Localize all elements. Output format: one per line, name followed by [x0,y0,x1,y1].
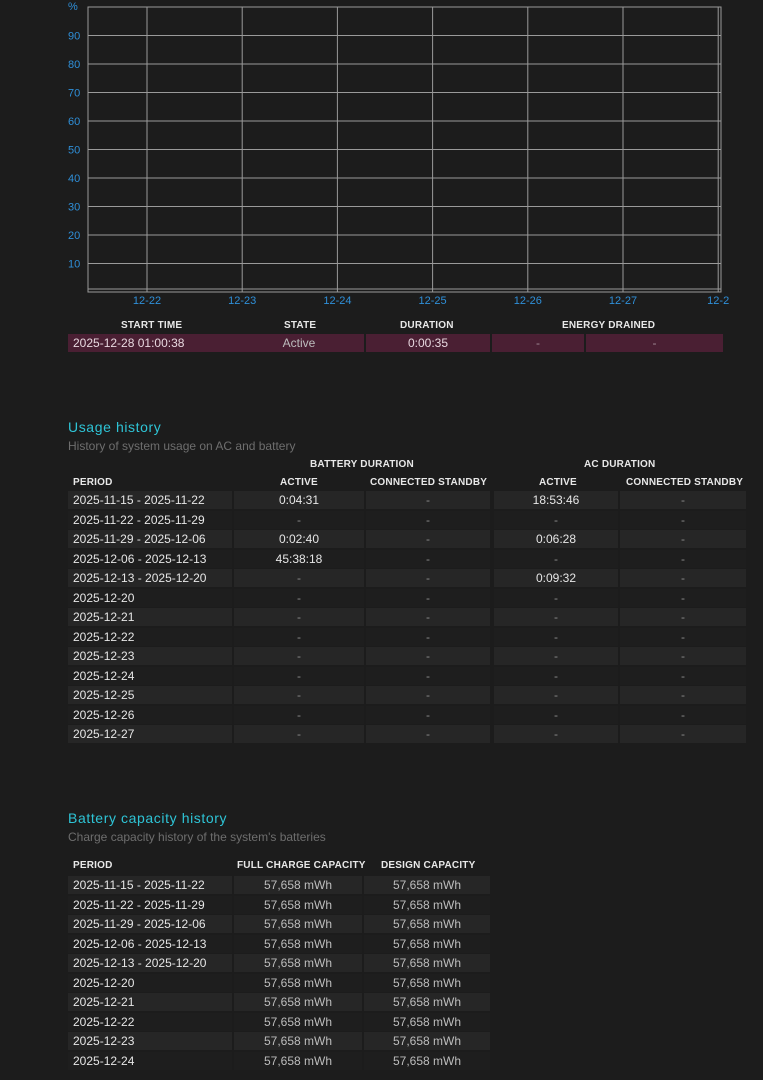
usage-battery-active: - [234,608,364,626]
capacity-full-charge: 57,658 mWh [234,896,362,914]
session-energy-b: - [586,334,723,352]
capacity-period: 2025-12-21 [68,993,232,1011]
usage-period: 2025-12-26 [68,706,232,724]
chart-y-tick-label: 90 [68,30,81,43]
usage-battery-standby: - [366,628,490,646]
usage-group-ac: AC DURATION [584,459,656,470]
usage-ac-active: 0:09:32 [494,569,618,587]
table-row [68,647,748,666]
capacity-history-title: Battery capacity history [68,810,228,826]
usage-period: 2025-12-21 [68,608,232,626]
session-state: Active [234,334,364,352]
usage-ac-active: 18:53:46 [494,491,618,509]
capacity-history-subtitle: Charge capacity history of the system's batteries [68,830,326,844]
usage-battery-standby: - [366,647,490,665]
chart-y-tick-label: 10 [68,258,81,271]
usage-ac-standby: - [620,706,746,724]
chart-x-tick-label: 12-2 [707,295,730,307]
usage-battery-active: - [234,628,364,646]
usage-battery-standby: - [366,530,490,548]
usage-battery-active: - [234,667,364,685]
usage-ac-active: - [494,511,618,529]
chart-y-tick-label: 50 [68,144,81,157]
usage-ac-active: - [494,667,618,685]
usage-battery-standby: - [366,725,490,743]
usage-period: 2025-12-25 [68,686,232,704]
usage-ac-active: - [494,647,618,665]
table-row [68,667,748,686]
session-row [68,334,728,353]
usage-col-battery-standby: CONNECTED STANDBY [370,477,488,488]
capacity-period: 2025-11-29 - 2025-12-06 [68,915,232,933]
capacity-period: 2025-12-22 [68,1013,232,1031]
table-row [68,608,748,627]
chart-x-tick-label: 12-24 [323,295,352,307]
table-row [68,491,748,510]
usage-battery-standby: - [366,569,490,587]
capacity-design: 57,658 mWh [364,974,490,992]
usage-period: 2025-12-27 [68,725,232,743]
table-row [68,1032,493,1051]
usage-ac-active: - [494,686,618,704]
usage-ac-standby: - [620,491,746,509]
usage-ac-active: - [494,628,618,646]
capacity-design: 57,658 mWh [364,896,490,914]
usage-battery-standby: - [366,491,490,509]
usage-ac-standby: - [620,589,746,607]
usage-ac-standby: - [620,667,746,685]
capacity-full-charge: 57,658 mWh [234,915,362,933]
capacity-design: 57,658 mWh [364,954,490,972]
table-row [68,993,493,1012]
usage-history-title: Usage history [68,419,162,435]
table-row [68,706,748,725]
capacity-period: 2025-12-06 - 2025-12-13 [68,935,232,953]
table-row [68,511,748,530]
usage-battery-active: - [234,511,364,529]
usage-ac-standby: - [620,511,746,529]
table-row [68,1052,493,1071]
usage-ac-active: - [494,725,618,743]
table-row [68,686,748,705]
usage-ac-active: 0:06:28 [494,530,618,548]
chart-y-tick-label: 70 [68,87,81,100]
table-row [68,896,493,915]
usage-battery-active: - [234,686,364,704]
usage-period: 2025-12-22 [68,628,232,646]
usage-battery-active: 0:04:31 [234,491,364,509]
capacity-full-charge: 57,658 mWh [234,954,362,972]
battery-level-chart [0,0,763,312]
capacity-period: 2025-12-23 [68,1032,232,1050]
usage-ac-standby: - [620,628,746,646]
header-start-time: START TIME [121,320,183,331]
table-row [68,974,493,993]
usage-ac-standby: - [620,550,746,568]
table-row [68,935,493,954]
usage-battery-active: - [234,589,364,607]
usage-ac-active: - [494,589,618,607]
header-duration: DURATION [400,320,454,331]
table-row [68,954,493,973]
chart-x-tick-label: 12-26 [513,295,542,307]
capacity-design: 57,658 mWh [364,876,490,894]
capacity-col-full: FULL CHARGE CAPACITY [237,860,366,871]
usage-battery-active: - [234,647,364,665]
usage-battery-standby: - [366,667,490,685]
usage-battery-standby: - [366,686,490,704]
usage-period: 2025-12-24 [68,667,232,685]
usage-ac-standby: - [620,608,746,626]
usage-ac-active: - [494,706,618,724]
capacity-full-charge: 57,658 mWh [234,1032,362,1050]
chart-y-tick-label: 20 [68,230,81,242]
table-row [68,589,748,608]
usage-battery-standby: - [366,706,490,724]
capacity-design: 57,658 mWh [364,1032,490,1050]
usage-period: 2025-11-15 - 2025-11-22 [68,491,232,509]
table-row [68,550,748,569]
session-start-time: 2025-12-28 01:00:38 [68,334,237,352]
usage-col-ac-active: ACTIVE [539,477,577,488]
header-state: STATE [284,320,317,331]
capacity-design: 57,658 mWh [364,993,490,1011]
chart-y-tick-label: 60 [68,116,81,128]
usage-period: 2025-11-22 - 2025-11-29 [68,511,232,529]
header-energy-drained: ENERGY DRAINED [562,320,656,331]
chart-y-tick-label: 80 [68,59,81,71]
usage-ac-standby: - [620,530,746,548]
session-energy-a: - [492,334,584,352]
capacity-full-charge: 57,658 mWh [234,993,362,1011]
capacity-col-design: DESIGN CAPACITY [381,860,476,871]
capacity-full-charge: 57,658 mWh [234,1052,362,1070]
table-row [68,725,748,744]
capacity-full-charge: 57,658 mWh [234,876,362,894]
capacity-design: 57,658 mWh [364,1013,490,1031]
capacity-period: 2025-11-15 - 2025-11-22 [68,876,232,894]
chart-y-tick-label: 30 [68,201,81,214]
capacity-period: 2025-11-22 - 2025-11-29 [68,896,232,914]
usage-ac-standby: - [620,569,746,587]
capacity-full-charge: 57,658 mWh [234,974,362,992]
table-row [68,530,748,549]
capacity-col-period: PERIOD [73,860,113,871]
usage-battery-standby: - [366,589,490,607]
usage-battery-active: 45:38:18 [234,550,364,568]
usage-period: 2025-12-13 - 2025-12-20 [68,569,232,587]
capacity-period: 2025-12-13 - 2025-12-20 [68,954,232,972]
usage-col-battery-active: ACTIVE [280,477,318,488]
usage-battery-standby: - [366,608,490,626]
usage-battery-standby: - [366,550,490,568]
capacity-period: 2025-12-24 [68,1052,232,1070]
table-row [68,915,493,934]
chart-x-tick-label: 12-22 [132,295,162,307]
chart-x-tick-label: 12-25 [418,295,447,307]
chart-x-tick-label: 12-27 [608,295,638,307]
usage-battery-active: - [234,725,364,743]
usage-col-ac-standby: CONNECTED STANDBY [626,477,744,488]
usage-history-subtitle: History of system usage on AC and battery [68,439,296,453]
chart-y-tick-label: 40 [68,173,81,185]
usage-ac-standby: - [620,725,746,743]
table-row [68,628,748,647]
usage-period: 2025-12-06 - 2025-12-13 [68,550,232,568]
usage-col-period: PERIOD [73,477,113,488]
session-duration: 0:00:35 [366,334,490,352]
usage-battery-active: - [234,706,364,724]
capacity-design: 57,658 mWh [364,915,490,933]
chart-x-tick-label: 12-23 [228,295,257,307]
capacity-full-charge: 57,658 mWh [234,935,362,953]
usage-period: 2025-11-29 - 2025-12-06 [68,530,232,548]
capacity-full-charge: 57,658 mWh [234,1013,362,1031]
table-row [68,876,493,895]
usage-period: 2025-12-20 [68,589,232,607]
table-row [68,569,748,588]
usage-ac-active: - [494,608,618,626]
usage-period: 2025-12-23 [68,647,232,665]
usage-ac-standby: - [620,647,746,665]
usage-ac-standby: - [620,686,746,704]
chart-y-axis-unit: % [68,1,78,13]
usage-battery-active: - [234,569,364,587]
usage-battery-standby: - [366,511,490,529]
usage-group-battery: BATTERY DURATION [310,459,414,470]
table-row [68,1013,493,1032]
usage-ac-active: - [494,550,618,568]
usage-battery-active: 0:02:40 [234,530,364,548]
capacity-design: 57,658 mWh [364,935,490,953]
capacity-period: 2025-12-20 [68,974,232,992]
capacity-design: 57,658 mWh [364,1052,490,1070]
